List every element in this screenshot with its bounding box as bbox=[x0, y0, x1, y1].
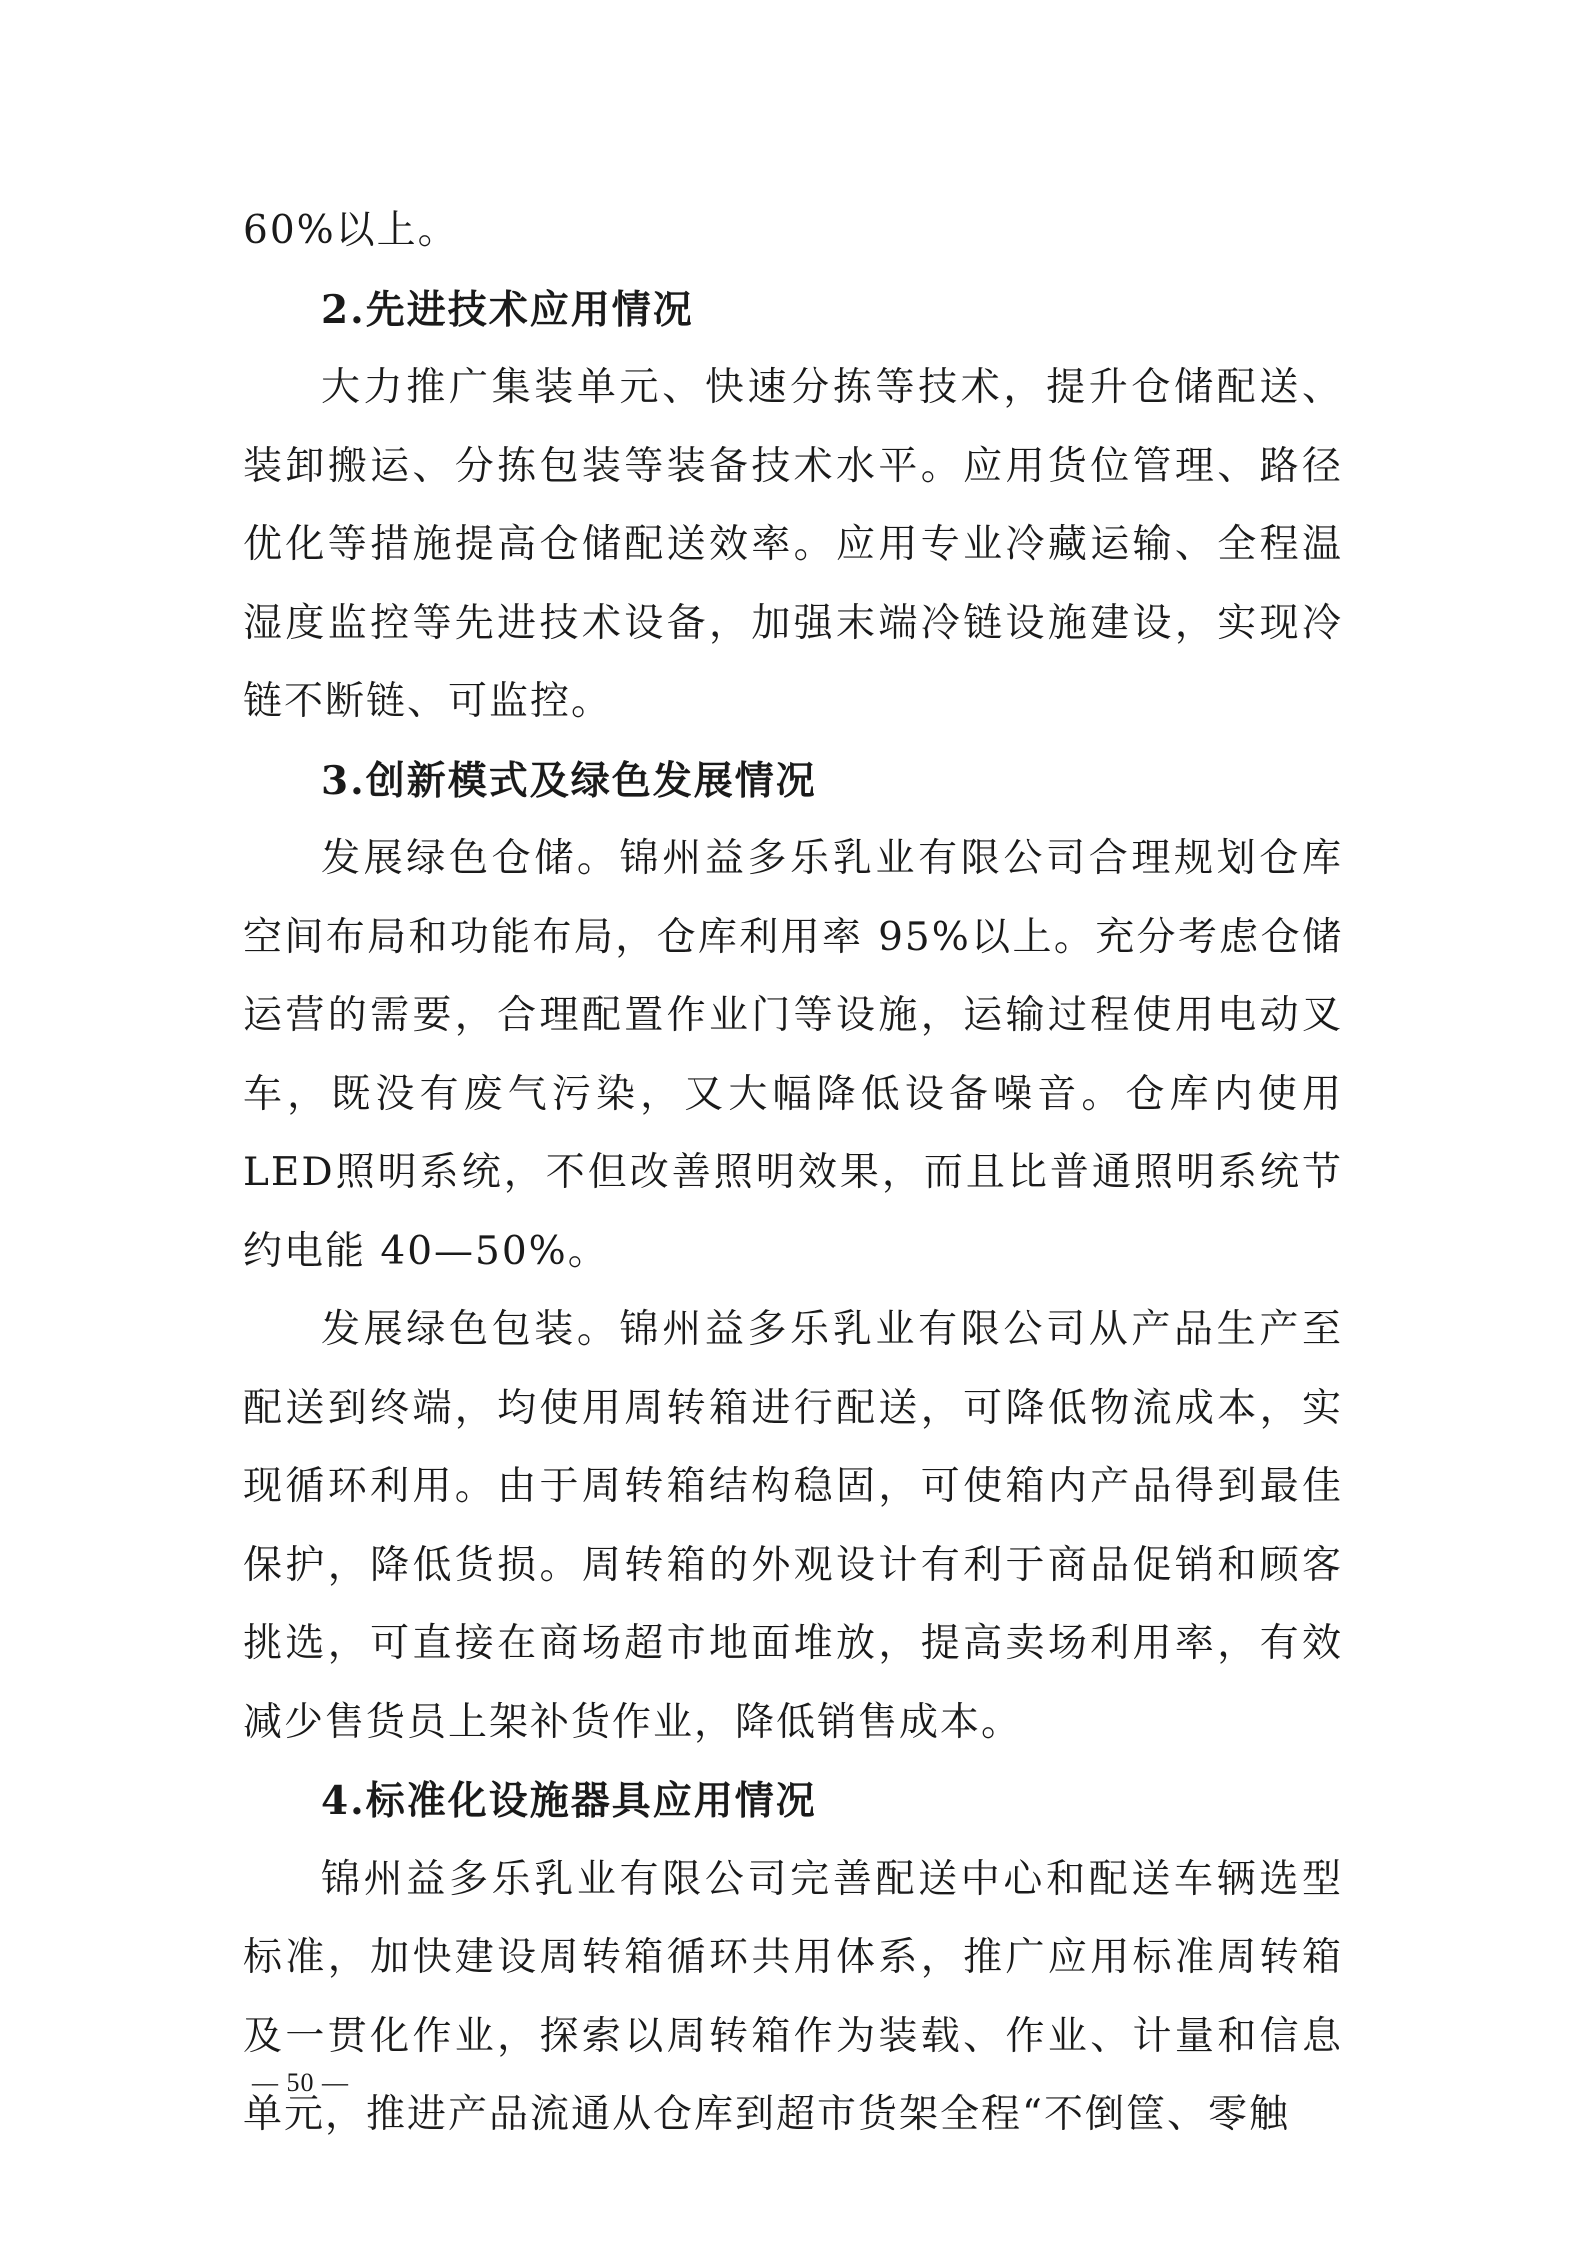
paragraph-green-storage: 发展绿色仓储。锦州益多乐乳业有限公司合理规划仓库空间布局和功能布局，仓库利用率 95%以上。充分考虑仓储运营的需要，合理配置作业门等设施，运输过程使用电动叉车，既没有废气污染，又大幅降低设备噪音。仓库内使用 LED照明系统，不但改善照明效果，而且比普通照明系统节约电能 40—50%。 bbox=[243, 836, 1343, 1274]
page-number: — 50 — bbox=[252, 2068, 349, 2097]
section-heading-standardization: 4.标准化设施器具应用情况 bbox=[321, 1778, 817, 1824]
body-text bbox=[243, 192, 1343, 2155]
paragraph-standardization: 锦州益多乐乳业有限公司完善配送中心和配送车辆选型标准，加快建设周转箱循环共用体系，推广应用标准周转箱及一贯化作业，探索以周转箱作为装载、作业、计量和信息单元，推进产品流通从仓库到超市货架全程“不倒筐、零触 bbox=[243, 1856, 1343, 2137]
paragraph-advanced-tech: 大力推广集装单元、快速分拣等技术，提升仓储配送、装卸搬运、分拣包装等装备技术水平。应用货位管理、路径优化等措施提高仓储配送效率。应用专业冷藏运输、全程温湿度监控等先进技术设备，加强末端冷链设施建设，实现冷链不断链、可监控。 bbox=[243, 365, 1343, 724]
paragraph-continuation: 60%以上。 bbox=[243, 208, 459, 253]
section-heading-innovation-green: 3.创新模式及绿色发展情况 bbox=[321, 757, 817, 804]
section-heading-advanced-tech: 2.先进技术应用情况 bbox=[321, 286, 694, 333]
paragraph-green-packaging: 发展绿色包装。锦州益多乐乳业有限公司从产品生产至配送到终端，均使用周转箱进行配送，可降低物流成本，实现循环利用。由于周转箱结构稳固，可使箱内产品得到最佳保护，降低货损。周转箱的外观设计有利于商品促销和顾客挑选，可直接在商场超市地面堆放，提高卖场利用率，有效减少售货员上架补货作业，降低销售成本。 bbox=[243, 1307, 1343, 1745]
